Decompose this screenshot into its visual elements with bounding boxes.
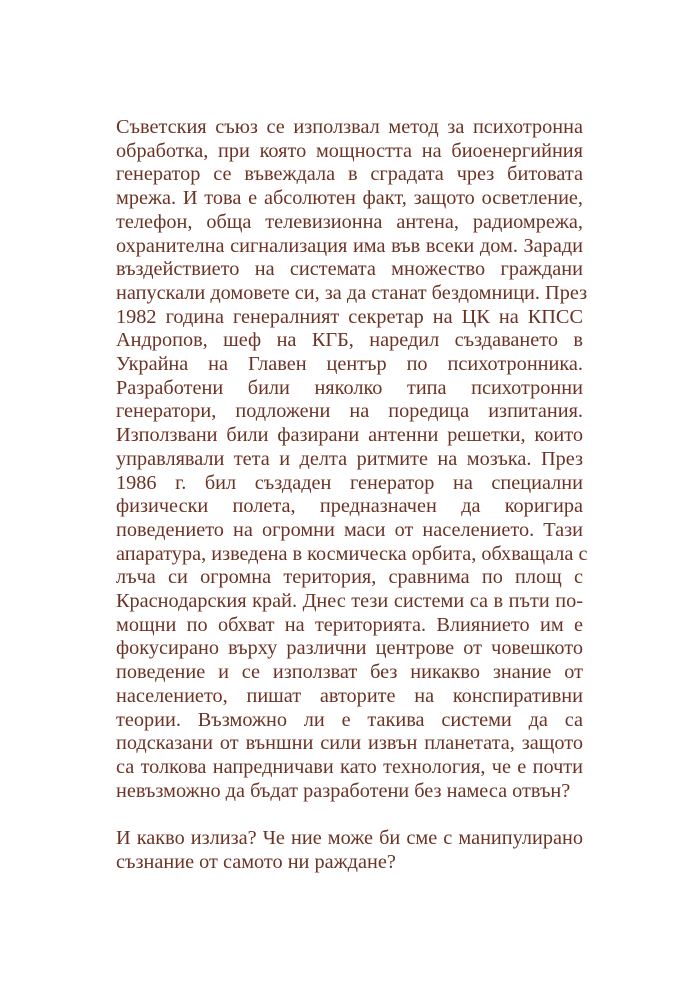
text-line: теории. Възможно ли е такива системи да са — [116, 708, 583, 731]
text-line: 1982 година генералният секретар на ЦК на КПСС — [116, 305, 583, 328]
text-line: лъча си огромна територия, сравнима по площ с — [116, 566, 583, 589]
text-line: генератори, подложени на поредица изпитания. — [116, 400, 583, 423]
text-line: Андропов, шеф на КГБ, наредил създаването в — [116, 329, 583, 352]
text-line: напускали домовете си, за да станат бездомници. През — [116, 281, 588, 304]
text-line: са толкова напредничави като технология, че е почти — [116, 755, 583, 778]
text-line: Използвани били фазирани антенни решетки, които — [116, 424, 583, 447]
text-line: съзнание от самото ни раждане? — [116, 850, 396, 873]
text-line: поведение и се използват без никакво знание от — [116, 661, 583, 684]
text-line: Украйна на Главен център по психотронника. — [116, 353, 583, 376]
text-line: мощни по обхват на територията. Влиянието им е — [116, 613, 583, 636]
text-line: Краснодарския край. Днес тези системи са в пъти по- — [116, 590, 583, 613]
text-line: 1986 г. бил създаден генератор на специални — [116, 471, 583, 494]
text-line: населението, пишат авторите на конспиративни — [116, 684, 583, 707]
text-line: обработка, при която мощността на биоенергийния — [116, 139, 583, 162]
paragraph — [116, 827, 583, 874]
text-line: генератор се въвеждала в сградата чрез битовата — [116, 163, 583, 186]
text-line: телефон, обща телевизионна антена, радиомрежа, — [116, 210, 583, 233]
text-line: подсказани от външни сили извън планетата, защото — [116, 732, 583, 755]
text-line: въздействието на системата множество граждани — [116, 258, 583, 281]
text-line: Съветския съюз се използвал метод за психотронна — [116, 116, 583, 138]
text-line: управлявали тета и делта ритмите на мозъка. През — [116, 447, 583, 470]
text-line: поведението на огромни маси от населението. Тази — [116, 518, 583, 541]
paragraph-gap — [116, 803, 583, 827]
text-line: апаратура, изведена в космическа орбита, обхващала с — [116, 542, 588, 565]
text-line: мрежа. И това е абсолютен факт, защото осветление, — [116, 187, 583, 210]
text-line: И какво излиза? Че ние може би сме с манипулирано — [116, 827, 583, 850]
text-line: охранителна сигнализация има във всеки дом. Заради — [116, 234, 583, 257]
text-line: фокусирано върху различни центрове от човешкото — [116, 637, 583, 660]
paragraph — [116, 116, 588, 803]
text-line: Разработени били няколко типа психотронни — [116, 376, 583, 399]
text-line: физически полета, предназначен да коригира — [116, 495, 583, 518]
text-line: невъзможно да бъдат разработени без намеса отвън? — [116, 779, 571, 802]
body-text — [116, 116, 588, 874]
